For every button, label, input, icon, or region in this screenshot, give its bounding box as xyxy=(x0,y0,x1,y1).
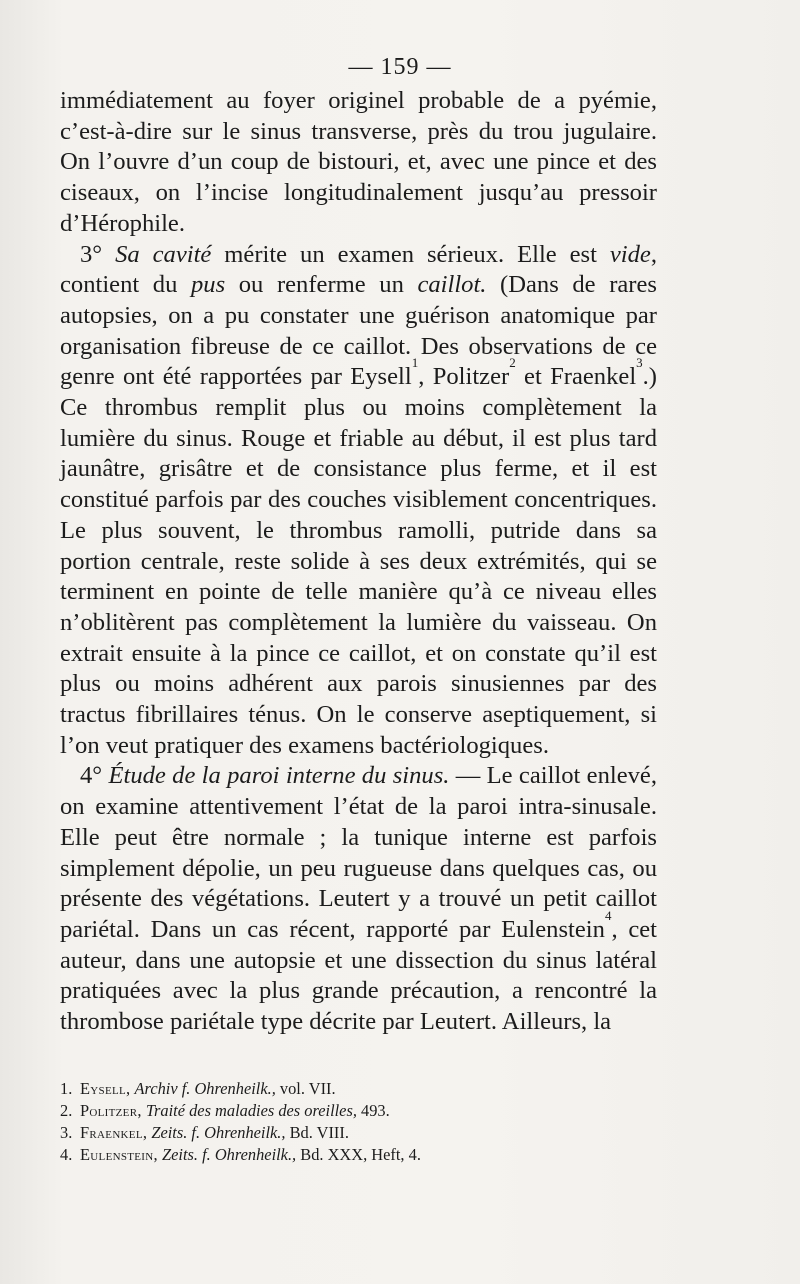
footnote-ref: 1 xyxy=(411,355,419,371)
footnote xyxy=(60,1078,680,1100)
text-run: , contient du xyxy=(60,240,658,299)
footnote-author: Eysell, xyxy=(80,1079,131,1098)
footnote-ref: 2 xyxy=(509,355,516,371)
paragraph-paroi xyxy=(60,761,657,1037)
footnote-detail: 493. xyxy=(356,1101,390,1120)
footnote-number: 3. xyxy=(60,1123,73,1142)
paragraph-continuation: immédiatement au foyer originel probable de a pyémie, c’est-à-dire sur le sinus transverse, près du trou jugulaire. On l’ouvre d’un coup de bistouri, et, avec une pince et des ciseaux, on l’incise longitudinalement jusqu’au pressoir d’Hérophile. xyxy=(60,87,657,237)
text-run: , cet auteur, dans une autopsie et une dissection du sinus latéral pratiquées avec la plus grande précaution, a rencontré la thrombose pariétale type décrite par Leutert. Ailleurs, la xyxy=(60,915,657,1036)
italic-term: vide xyxy=(609,240,651,268)
body-text xyxy=(60,86,657,1038)
footnote-number: 1. xyxy=(60,1079,73,1098)
text-run: .) Ce thrombus remplit plus ou moins complètement la lumière du sinus. Rouge et friable au début, il est plus tard jaunâtre, grisâtre et de consistance plus ferme, et il est constitué parfois par des couches visiblement concentriques. Le plus souvent, le thrombus ramolli, putride dans sa portion centrale, reste solide à ses deux extrémités, qui se terminent en pointe de telle manière qu’à ce niveau elles n’oblitèrent pas complètement la lumière du vaisseau. On extrait ensuite à la pince ce caillot, et on constate qu’il est plus ou moins adhérent aux parois sinusiennes par des tractus fibrillaires ténus. On le conserve aseptiquement, si l’on veut pratiquer des examens bactériologiques. xyxy=(60,363,657,759)
text-run: — Le caillot enlevé, on examine attentivement l’état de la paroi intra-sinusale. Elle peut être normale ; la tunique interne est parfois simplement dépolie, un peu rugueuse dans quelques cas, ou présente des végétations. Leutert y a trouvé un petit caillot pariétal. Dans un cas récent, rapporté par Eulenstein xyxy=(60,762,657,943)
footnotes xyxy=(60,1078,680,1166)
footnote xyxy=(60,1144,680,1166)
footnote-author: Eulenstein, xyxy=(80,1145,158,1164)
footnote-title: Traité des maladies des oreilles, xyxy=(145,1101,357,1120)
section-heading: Étude de la paroi interne du sinus. xyxy=(108,762,450,790)
footnote-detail: Bd. VIII. xyxy=(285,1123,349,1142)
text-run: , Politzer xyxy=(418,363,510,391)
footnote-author: Politzer, xyxy=(80,1101,142,1120)
text-run: (Dans de rares autopsies, on a pu constater une guérison anatomique par organisation fibreuse de ce caillot. Des observations de ce genre ont été rapportées par Eysell xyxy=(60,271,657,391)
footnote-title: Archiv f. Ohrenheilk., xyxy=(134,1079,276,1098)
text-run: et Fraenkel xyxy=(515,363,637,391)
footnote xyxy=(60,1100,680,1122)
footnote-title: Zeits. f. Ohrenheilk., xyxy=(151,1123,286,1142)
section-heading: Sa cavité xyxy=(115,240,212,268)
footnote-detail: vol. VII. xyxy=(275,1079,336,1098)
footnote-number: 2. xyxy=(60,1101,73,1120)
section-number: 4° xyxy=(80,762,103,790)
footnote-title: Zeits. f. Ohrenheilk., xyxy=(162,1145,297,1164)
section-number: 3° xyxy=(80,240,103,268)
footnote-ref: 4 xyxy=(604,907,612,923)
footnote-number: 4. xyxy=(60,1145,73,1164)
text-run: ou renferme un xyxy=(225,271,418,299)
footnote xyxy=(60,1122,680,1144)
italic-term: pus xyxy=(191,271,226,299)
text-run: mérite un examen sérieux. Elle est xyxy=(211,240,610,268)
paragraph-cavite xyxy=(60,240,657,762)
italic-term: caillot. xyxy=(417,271,487,299)
footnote-ref: 3 xyxy=(636,355,643,371)
page-number: — 159 — xyxy=(348,54,452,80)
footnote-detail: Bd. XXX, Heft, 4. xyxy=(296,1145,421,1164)
footnote-author: Fraenkel, xyxy=(80,1123,148,1142)
